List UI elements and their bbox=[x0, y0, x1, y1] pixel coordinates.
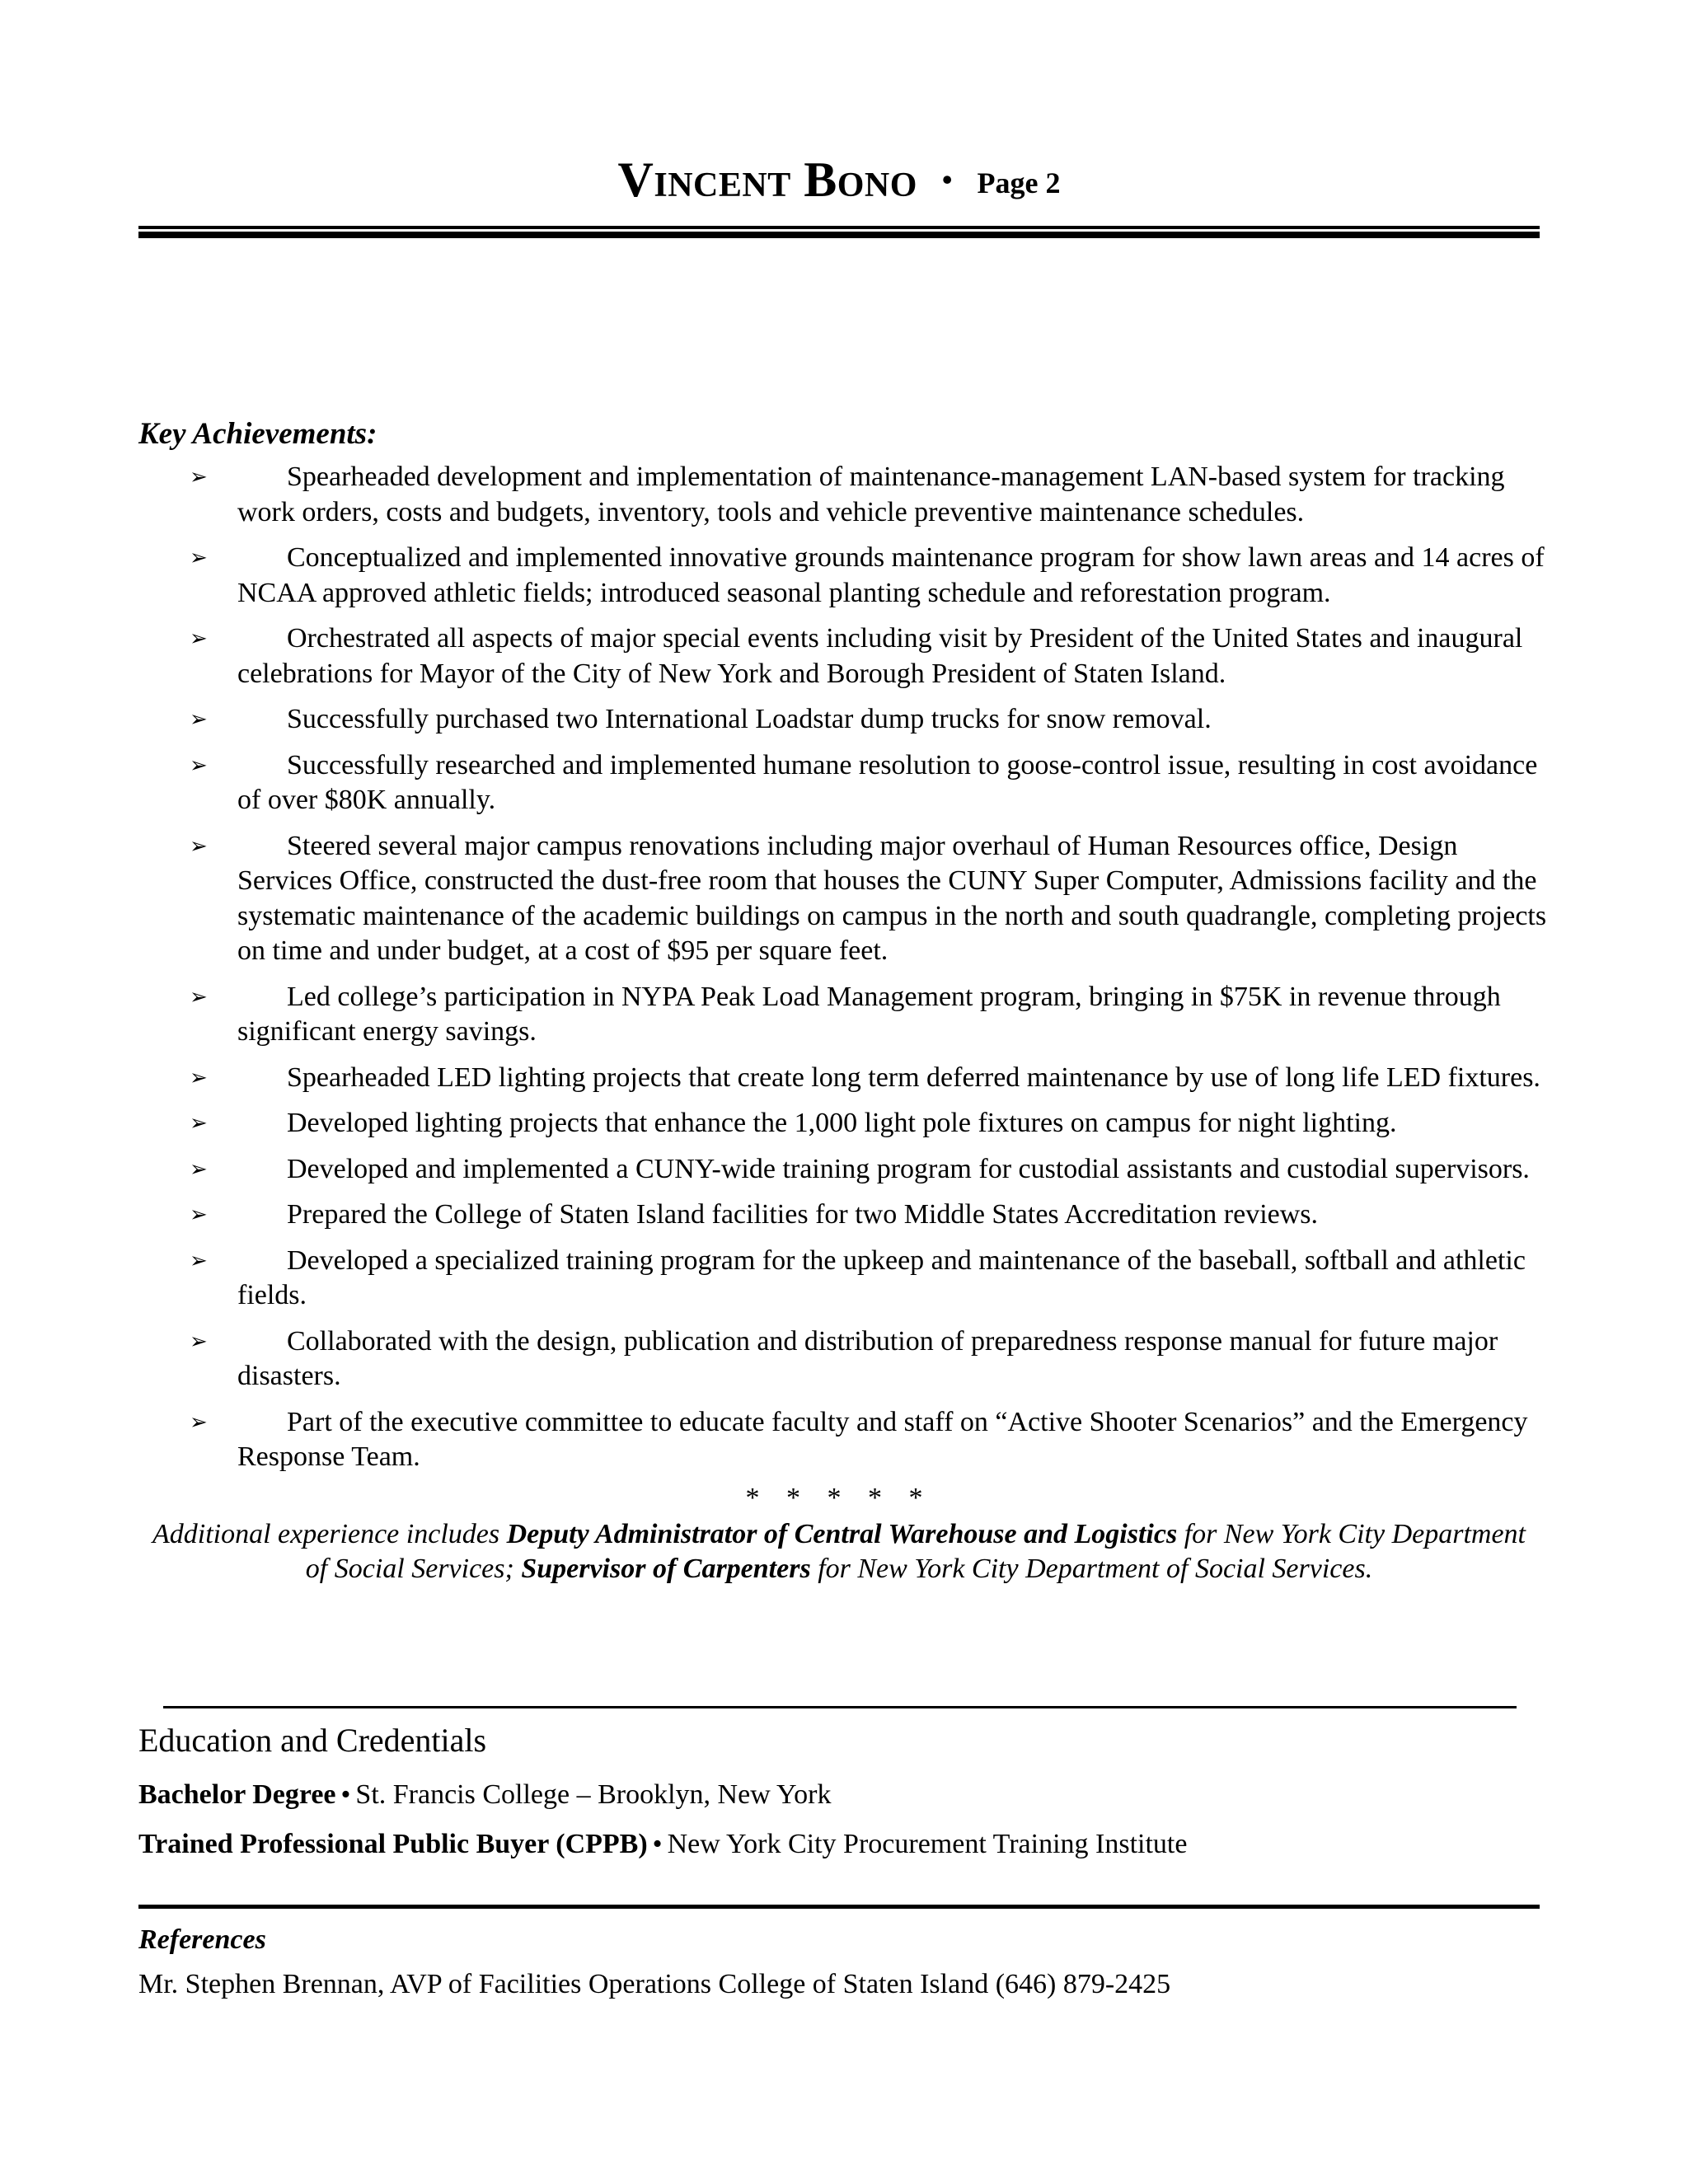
achievement-text: Spearheaded LED lighting projects that create long term deferred maintenance by use of long life LED fixtures. bbox=[287, 1062, 1540, 1093]
header-double-rule bbox=[138, 226, 1540, 238]
arrowhead-bullet-icon: ➢ bbox=[190, 707, 208, 732]
achievement-item bbox=[138, 541, 1548, 611]
credential-name: Trained Professional Public Buyer (CPPB) bbox=[138, 1829, 648, 1859]
additional-role-supervisor-carpenters: Supervisor of Carpenters bbox=[521, 1554, 811, 1584]
achievement-text: Part of the executive committee to educate faculty and staff on “Active Shooter Scenarios” and the Emergency Response Team. bbox=[237, 1406, 1528, 1472]
achievement-item bbox=[138, 980, 1548, 1050]
achievement-item bbox=[138, 829, 1548, 969]
additional-experience bbox=[138, 1517, 1540, 1587]
education-entry bbox=[138, 1826, 1540, 1863]
credential-institution: New York City Procurement Training Institute bbox=[667, 1829, 1188, 1859]
arrowhead-bullet-icon: ➢ bbox=[190, 1248, 208, 1273]
credential-name: Bachelor Degree bbox=[138, 1779, 336, 1810]
additional-role-deputy-administrator: Deputy Administrator of Central Warehouse and Logistics bbox=[506, 1518, 1178, 1549]
credential-separator: • bbox=[652, 1829, 663, 1859]
arrowhead-bullet-icon: ➢ bbox=[190, 833, 208, 859]
achievement-item bbox=[138, 1106, 1548, 1141]
page-number-label: Page 2 bbox=[977, 166, 1061, 199]
arrowhead-bullet-icon: ➢ bbox=[190, 1065, 208, 1090]
arrowhead-bullet-icon: ➢ bbox=[190, 626, 208, 651]
achievement-text: Successfully purchased two International Loadstar dump trucks for snow removal. bbox=[287, 704, 1212, 734]
achievement-item bbox=[138, 1061, 1548, 1096]
section-heading-key-achievements: Key Achievements: bbox=[138, 417, 377, 451]
page-header bbox=[138, 152, 1540, 207]
arrowhead-bullet-icon: ➢ bbox=[190, 1202, 208, 1227]
arrowhead-bullet-icon: ➢ bbox=[190, 465, 208, 490]
achievement-text: Developed and implemented a CUNY-wide training program for custodial assistants and custodial supervisors. bbox=[287, 1153, 1530, 1184]
achievement-item bbox=[138, 1405, 1548, 1475]
achievement-text: Prepared the College of Staten Island facilities for two Middle States Accreditation reviews. bbox=[287, 1199, 1319, 1230]
achievement-text: Successfully researched and implemented humane resolution to goose-control issue, resulting in cost avoidance of over $80K annually. bbox=[237, 749, 1538, 815]
achievement-text: Led college’s participation in NYPA Peak Load Management program, bringing in $75K in revenue through significant energy savings. bbox=[237, 981, 1501, 1047]
achievement-text: Collaborated with the design, publication and distribution of preparedness response manual for future major disasters. bbox=[237, 1325, 1498, 1391]
candidate-name: Vincent Bono bbox=[617, 152, 917, 207]
references-section bbox=[138, 1920, 1540, 2004]
section-heading-references: References bbox=[138, 1924, 266, 1955]
arrowhead-bullet-icon: ➢ bbox=[190, 1329, 208, 1354]
arrowhead-bullet-icon: ➢ bbox=[190, 984, 208, 1010]
achievements-list bbox=[138, 460, 1547, 1475]
achievement-item bbox=[138, 702, 1548, 738]
achievement-text: Steered several major campus renovations including major overhaul of Human Resources office, Design Services Office, constructed the dust-free room that houses the CUNY Super Computer, Admissions facility and the systematic maintenance of the academic buildings on campus in the north and south quadrangle, completing projects on time and under budget, at a cost of $95 per square feet. bbox=[237, 830, 1547, 966]
arrowhead-bullet-icon: ➢ bbox=[190, 546, 208, 570]
credential-separator: • bbox=[340, 1779, 351, 1810]
achievement-item bbox=[138, 1244, 1548, 1314]
header-rule-thick bbox=[138, 232, 1540, 238]
arrowhead-bullet-icon: ➢ bbox=[190, 752, 208, 778]
achievement-item bbox=[138, 1324, 1548, 1394]
achievement-item bbox=[138, 1152, 1548, 1188]
additional-prefix: Additional experience includes bbox=[152, 1518, 507, 1549]
additional-mid: for New York City Department of Social Services; bbox=[305, 1518, 1526, 1584]
section-heading-education: Education and Credentials bbox=[138, 1722, 487, 1759]
achievement-text: Spearheaded development and implementation of maintenance-management LAN-based system for tracking work orders, costs and budgets, inventory, tools and vehicle preventive maintenance schedules. bbox=[237, 462, 1505, 527]
arrowhead-bullet-icon: ➢ bbox=[190, 1409, 208, 1435]
section-rule bbox=[163, 1706, 1517, 1708]
header-separator: • bbox=[941, 163, 953, 196]
key-achievements-section bbox=[138, 414, 1547, 1587]
achievement-text: Orchestrated all aspects of major special events including visit by President of the United States and inaugural celebrations for Mayor of the City of New York and Borough President of Staten Island. bbox=[237, 623, 1523, 689]
achievement-text: Developed a specialized training program for the upkeep and maintenance of the baseball, softball and athletic fields. bbox=[237, 1244, 1526, 1310]
achievement-text: Conceptualized and implemented innovative grounds maintenance program for show lawn areas and 14 acres of NCAA approved athletic fields; introduced seasonal planting schedule and reforestation program. bbox=[237, 542, 1545, 608]
achievement-text: Developed lighting projects that enhance the 1,000 light pole fixtures on campus for night lighting. bbox=[287, 1108, 1397, 1138]
credential-institution: St. Francis College – Brooklyn, New York bbox=[355, 1779, 832, 1810]
section-divider-stars: * * * * * bbox=[745, 1482, 933, 1513]
achievement-item bbox=[138, 748, 1548, 818]
achievement-item bbox=[138, 1197, 1548, 1233]
achievement-item bbox=[138, 621, 1548, 691]
arrowhead-bullet-icon: ➢ bbox=[190, 1156, 208, 1182]
references-rule bbox=[138, 1905, 1540, 1909]
reference-entry: Mr. Stephen Brennan, AVP of Facilities Operations College of Staten Island (646) 879-2425 bbox=[138, 1969, 1171, 1999]
achievement-item bbox=[138, 460, 1548, 530]
education-section bbox=[138, 1718, 1540, 1863]
resume-page bbox=[138, 0, 1547, 2184]
arrowhead-bullet-icon: ➢ bbox=[190, 1111, 208, 1136]
additional-suffix: for New York City Department of Social Services. bbox=[810, 1554, 1373, 1584]
education-entry bbox=[138, 1777, 1540, 1813]
